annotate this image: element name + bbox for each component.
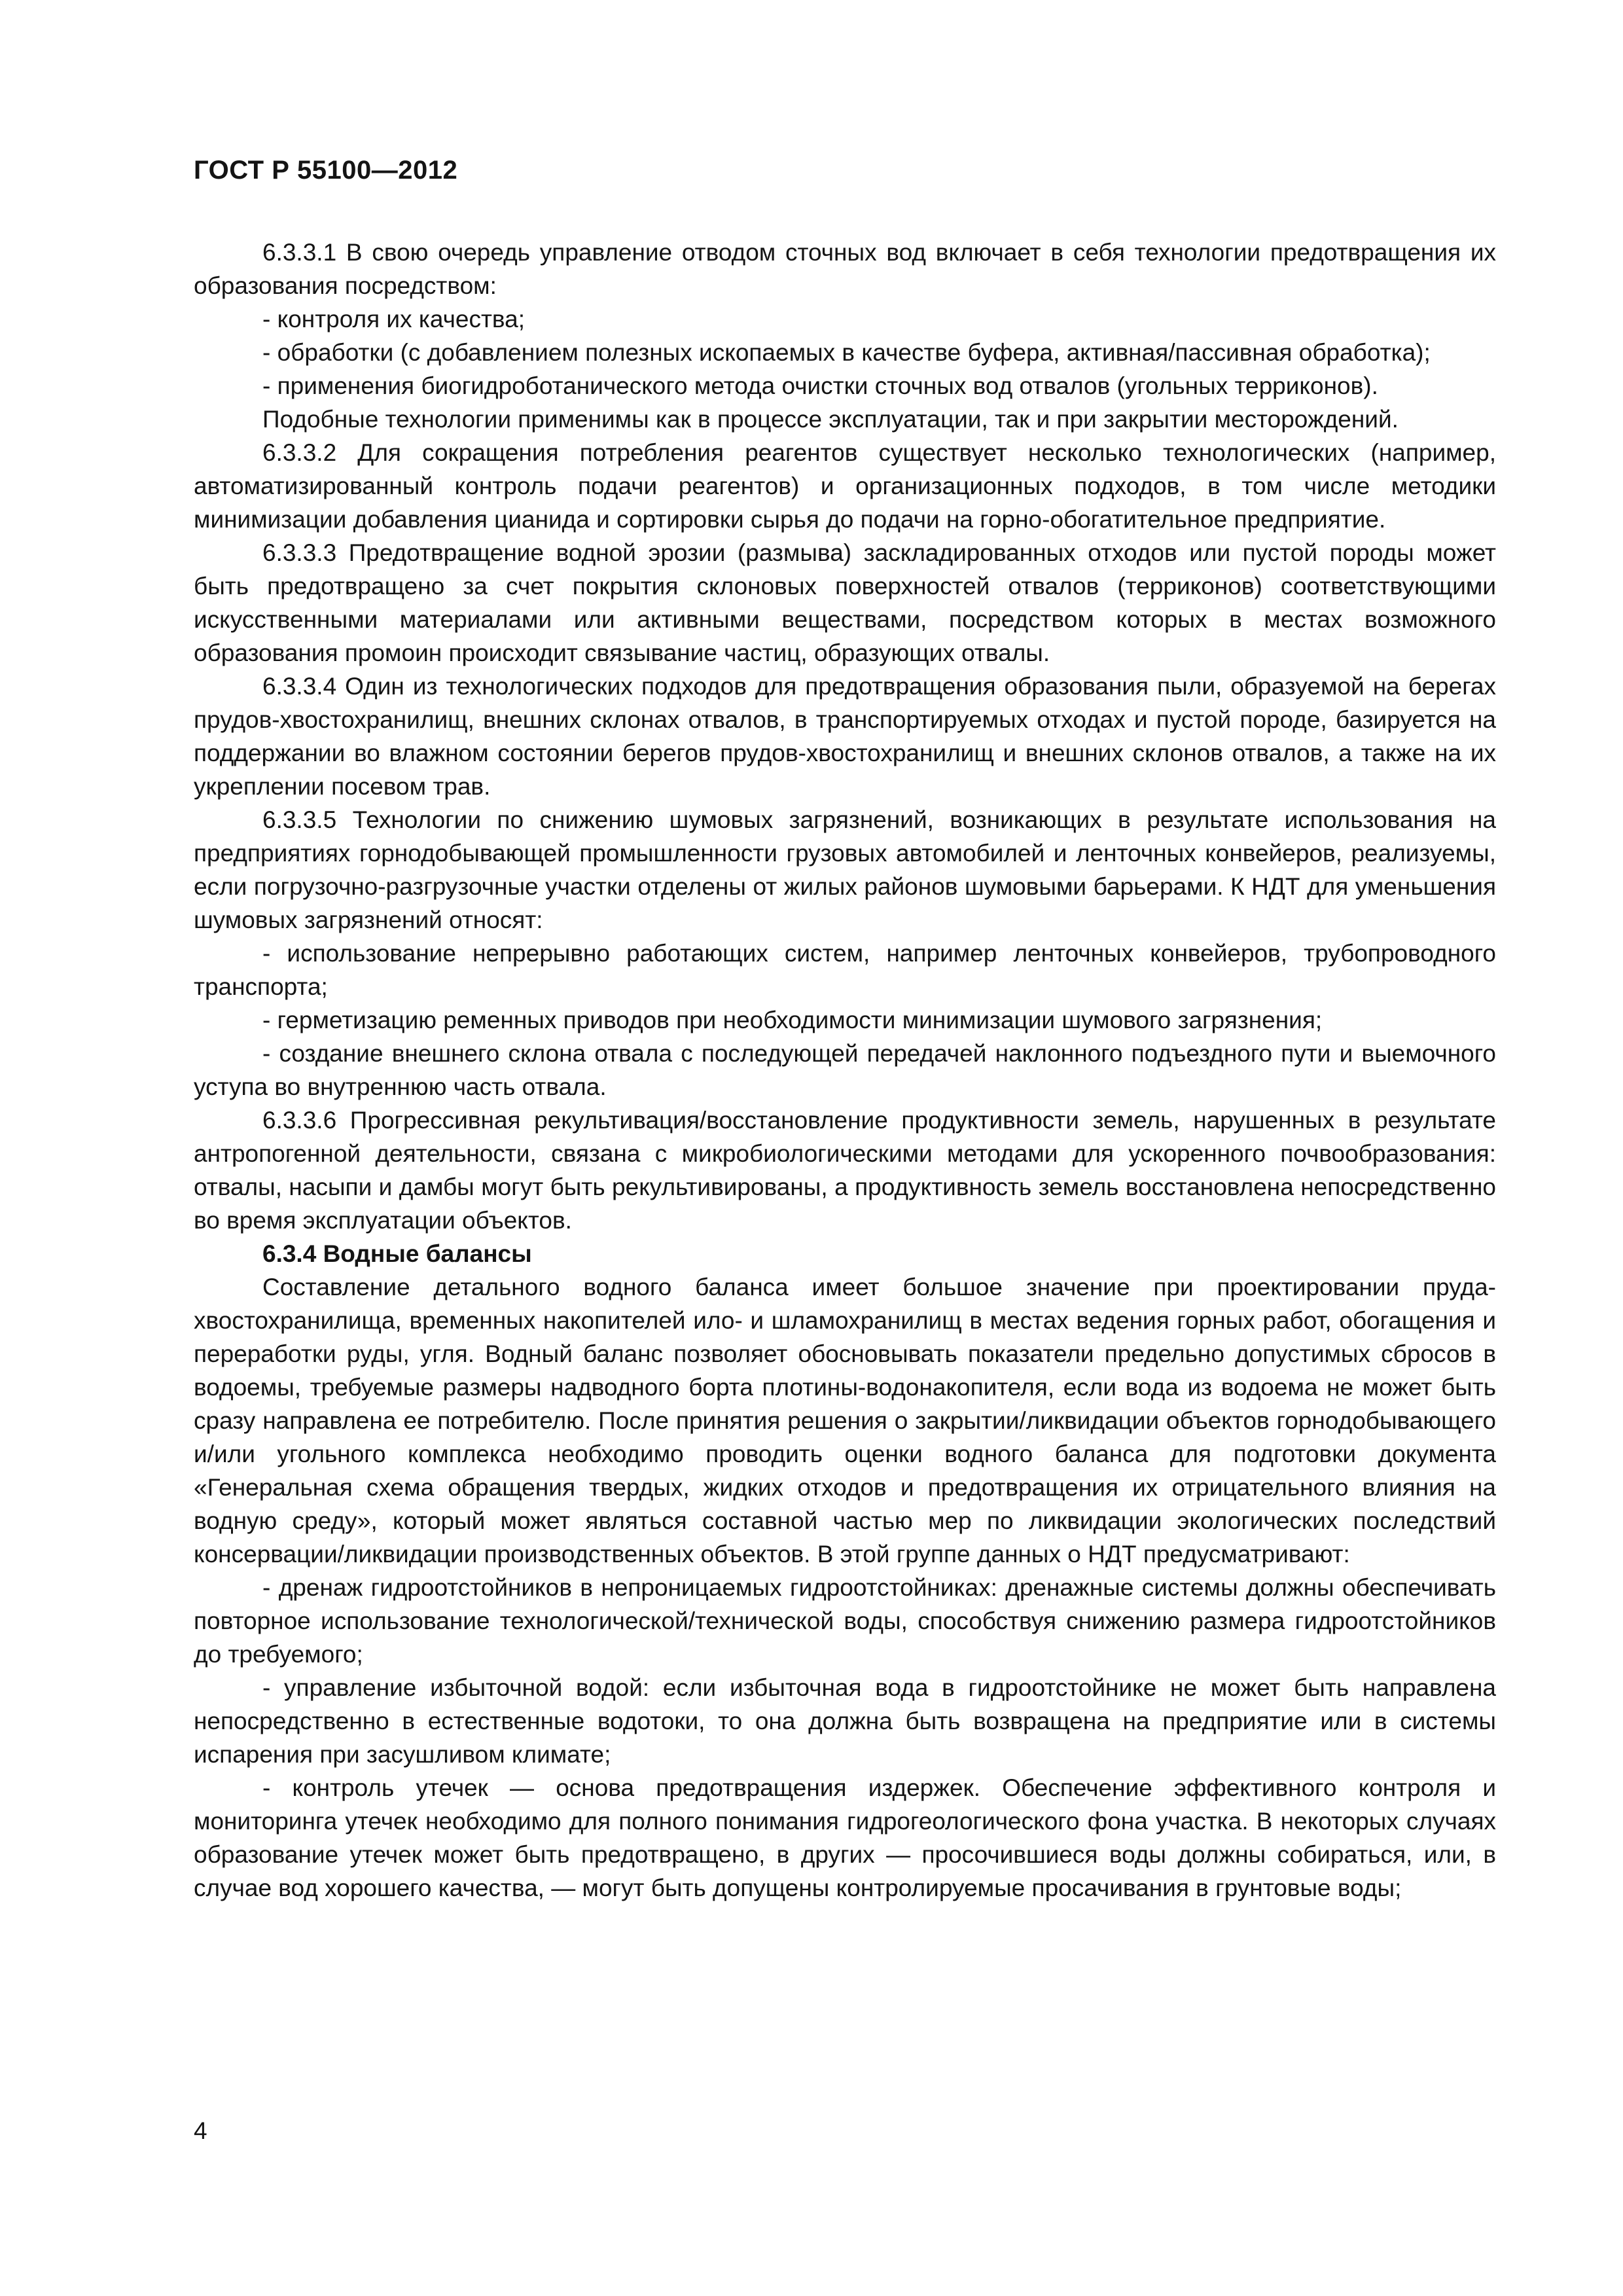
list-item: - использование непрерывно работающих систем, например ленточных конвейеров, трубопроводного транспорта; [194,940,1496,1000]
paragraph: Составление детального водного баланса имеет большое значение при проектировании пруда-хвостохранилища, временных накопителей ило- и шламохранилищ в местах ведения горных работ, обогащения и переработки руды, угля. Водный баланс позволяет обосновывать показатели предельно допустимых сбросов в водоемы, требуемые размеры надводного борта плотины-водонакопителя, если вода из водоема не может быть сразу направлена ее потребителю. После принятия решения о закрытии/ликвидации объектов горнодобывающего и/или угольного комплекса необходимо проводить оценки водного баланса для подготовки документа «Генеральная схема обращения твердых, жидких отходов и предотвращения их отрицательного влияния на водную среду», который может являться составной частью мер по ликвидации экологических последствий консервации/ликвидации производственных объектов. В этой группе данных о НДТ предусматривают: [194,1274,1496,1568]
subsection-heading: 6.3.4 Водные балансы [262,1240,532,1267]
paragraph-6-3-3-4: 6.3.3.4 Один из технологических подходов для предотвращения образования пыли, образуемой на берегах прудов-хвостохранилищ, внешних склонах отвалов, в транспортируемых отходах и пустой породе, базируется на поддержании во влажном состоянии берегов прудов-хвостохранилищ и внешних склонов отвалов, а также на их укреплении посевом трав. [194,673,1496,800]
list-item: - создание внешнего склона отвала с последующей передачей наклонного подъездного пути и выемочного уступа во внутреннюю часть отвала. [194,1040,1496,1100]
paragraph: Подобные технологии применимы как в процессе эксплуатации, так и при закрытии месторождений. [262,406,1399,433]
list-item: - дренаж гидроотстойников в непроницаемых гидроотстойниках: дренажные системы должны обеспечивать повторное использование технологической/технической воды, способствуя снижению размера гидроотстойников до требуемого; [194,1574,1496,1668]
list-item: - герметизацию ременных приводов при необходимости минимизации шумового загрязнения; [262,1007,1323,1033]
list-item: - обработки (с добавлением полезных ископаемых в качестве буфера, активная/пассивная обработка); [262,339,1431,366]
document-code: ГОСТ Р 55100—2012 [194,156,458,185]
list-item: - контроля их качества; [262,306,526,332]
body-text [194,236,1496,1905]
paragraph-6-3-3-3: 6.3.3.3 Предотвращение водной эрозии (размыва) заскладированных отходов или пустой породы может быть предотвращено за счет покрытия склоновых поверхностей отвалов (терриконов) соответствующими искусственными материалами или активными веществами, посредством которых в местах возможного образования промоин происходит связывание частиц, образующих отвалы. [194,539,1496,666]
paragraph-6-3-3-2: 6.3.3.2 Для сокращения потребления реагентов существует несколько технологических (например, автоматизированный контроль подачи реагентов) и организационных подходов, в том числе методики минимизации добавления цианида и сортировки сырья до подачи на горно-обогатительное предприятие. [194,439,1496,533]
list-item: - контроль утечек — основа предотвращения издержек. Обеспечение эффективного контроля и мониторинга утечек необходимо для полного понимания гидрогеологического фона участка. В некоторых случаях образование утечек может быть предотвращено, в других — просочившиеся воды должны собираться, или, в случае вод хорошего качества, — могут быть допущены контролируемые просачивания в грунтовые воды; [194,1774,1496,1901]
paragraph-6-3-3-5: 6.3.3.5 Технологии по снижению шумовых загрязнений, возникающих в результате использования на предприятиях горнодобывающей промышленности грузовых автомобилей и ленточных конвейеров, реализуемы, если погрузочно-разгрузочные участки отделены от жилых районов шумовыми барьерами. К НДТ для уменьшения шумовых загрязнений относят: [194,806,1496,933]
list-item: - применения биогидроботанического метода очистки сточных вод отвалов (угольных терриконов). [262,372,1378,399]
page-number: 4 [194,2117,207,2144]
paragraph-6-3-3-1: 6.3.3.1 В свою очередь управление отводом сточных вод включает в себя технологии предотвращения их образования посредством: [194,239,1496,299]
list-item: - управление избыточной водой: если избыточная вода в гидроотстойнике не может быть направлена непосредственно в естественные водотоки, то она должна быть возвращена на предприятие или в системы испарения при засушливом климате; [194,1674,1496,1768]
paragraph-6-3-3-6: 6.3.3.6 Прогрессивная рекультивация/восстановление продуктивности земель, нарушенных в результате антропогенной деятельности, связана с микробиологическими методами для ускоренного почвообразования: отвалы, насыпи и дамбы могут быть рекультивированы, а продуктивность земель восстановлена непосредственно во время эксплуатации объектов. [194,1107,1496,1234]
